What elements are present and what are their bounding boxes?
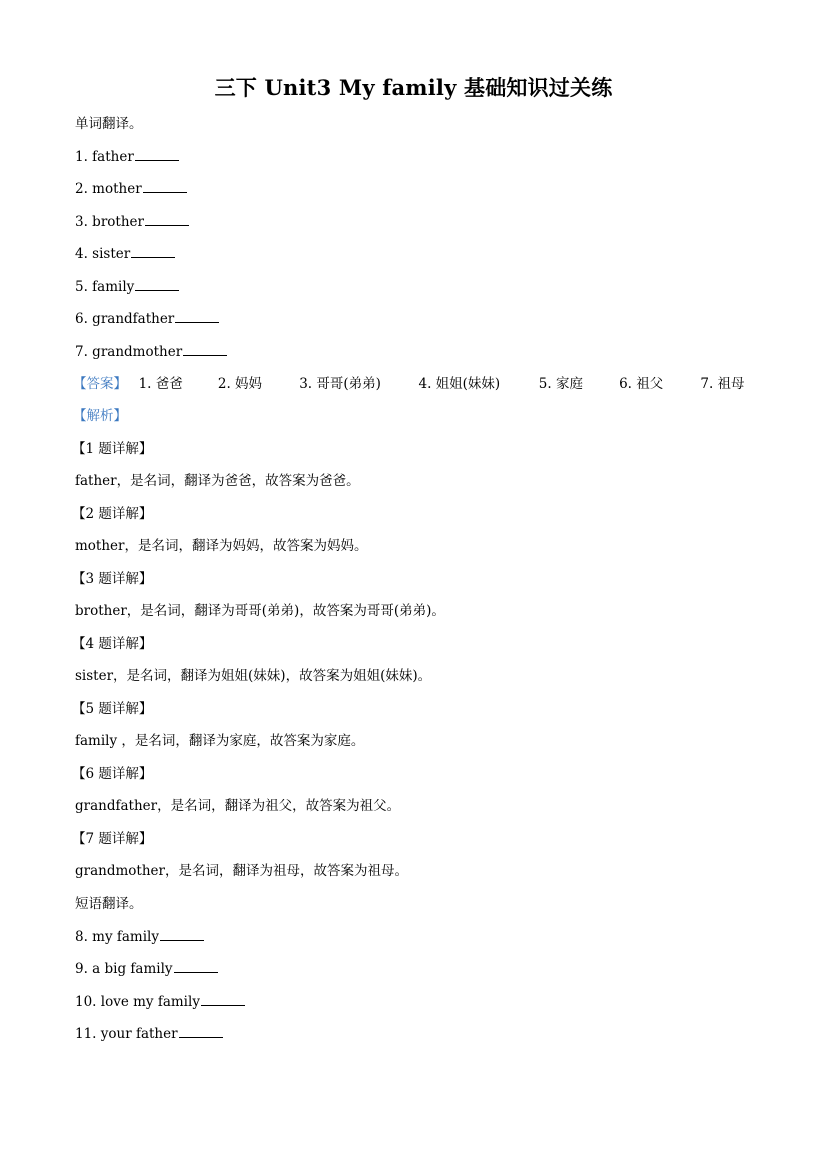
answer-blank <box>143 180 187 193</box>
question-text: 5. family <box>75 279 135 295</box>
answer-blank <box>135 278 179 291</box>
question-item-7 <box>75 343 227 361</box>
detail-heading-7: 【7 题详解】 <box>72 831 153 847</box>
detail-body-4: sister，是名词，翻译为姐姐(妹妹)，故答案为姐姐(妹妹)。 <box>75 668 432 684</box>
question-item-2 <box>75 180 187 198</box>
detail-body-5: family ，是名词，翻译为家庭，故答案为家庭。 <box>75 733 365 749</box>
answer-blank <box>145 213 189 226</box>
question-item-11 <box>75 1025 223 1043</box>
answer-blank <box>174 960 218 973</box>
answer-blank <box>175 310 219 323</box>
question-text: 11. your father <box>75 1026 178 1042</box>
detail-heading-4: 【4 题详解】 <box>72 636 153 652</box>
question-item-5 <box>75 278 179 296</box>
detail-body-2: mother，是名词，翻译为妈妈，故答案为妈妈。 <box>75 538 368 554</box>
analysis-label: 【解析】 <box>73 408 127 424</box>
detail-heading-3: 【3 题详解】 <box>72 571 153 587</box>
page-title: 三下 Unit3 My family 基础知识过关练 <box>214 75 613 100</box>
answer-blank <box>135 148 179 161</box>
answer-value-3: 3. 哥哥(弟弟) <box>299 376 381 392</box>
answer-value-6: 6. 祖父 <box>619 376 664 392</box>
question-item-6 <box>75 310 219 328</box>
question-text: 8. my family <box>75 929 159 945</box>
answer-row <box>73 375 745 393</box>
answer-blank <box>183 343 227 356</box>
answer-blank <box>131 245 175 258</box>
question-text: 4. sister <box>75 246 131 262</box>
question-item-9 <box>75 960 218 978</box>
question-item-10 <box>75 993 245 1011</box>
question-text: 7. grandmother <box>75 344 183 360</box>
answer-value-1: 1. 爸爸 <box>138 376 183 392</box>
detail-heading-1: 【1 题详解】 <box>72 441 153 457</box>
question-text: 10. love my family <box>75 994 200 1010</box>
question-item-8 <box>75 928 204 946</box>
answer-value-2: 2. 妈妈 <box>217 376 263 392</box>
question-text: 9. a big family <box>75 961 173 977</box>
detail-body-6: grandfather，是名词，翻译为祖父，故答案为祖父。 <box>75 798 401 814</box>
question-text: 6. grandfather <box>75 311 175 327</box>
detail-body-1: father，是名词，翻译为爸爸，故答案为爸爸。 <box>75 473 360 489</box>
answer-blank <box>179 1025 223 1038</box>
section-heading-phrase-translation: 短语翻译。 <box>75 896 143 912</box>
detail-heading-6: 【6 题详解】 <box>72 766 153 782</box>
question-text: 2. mother <box>75 181 142 197</box>
answer-value-5: 5. 家庭 <box>538 376 583 392</box>
detail-body-3: brother，是名词，翻译为哥哥(弟弟)，故答案为哥哥(弟弟)。 <box>75 603 445 619</box>
question-text: 3. brother <box>75 214 144 230</box>
section-heading-word-translation: 单词翻译。 <box>75 116 143 132</box>
detail-body-7: grandmother，是名词，翻译为祖母，故答案为祖母。 <box>75 863 408 879</box>
detail-heading-2: 【2 题详解】 <box>72 506 153 522</box>
question-item-3 <box>75 213 189 231</box>
answer-label: 【答案】 <box>73 376 127 392</box>
answer-blank <box>160 928 204 941</box>
detail-heading-5: 【5 题详解】 <box>72 701 153 717</box>
question-item-4 <box>75 245 175 263</box>
answer-blank <box>201 993 245 1006</box>
question-text: 1. father <box>75 149 134 165</box>
question-item-1 <box>75 148 179 166</box>
answer-value-4: 4. 姐姐(妹妹) <box>418 376 501 392</box>
answer-value-7: 7. 祖母 <box>700 376 745 392</box>
